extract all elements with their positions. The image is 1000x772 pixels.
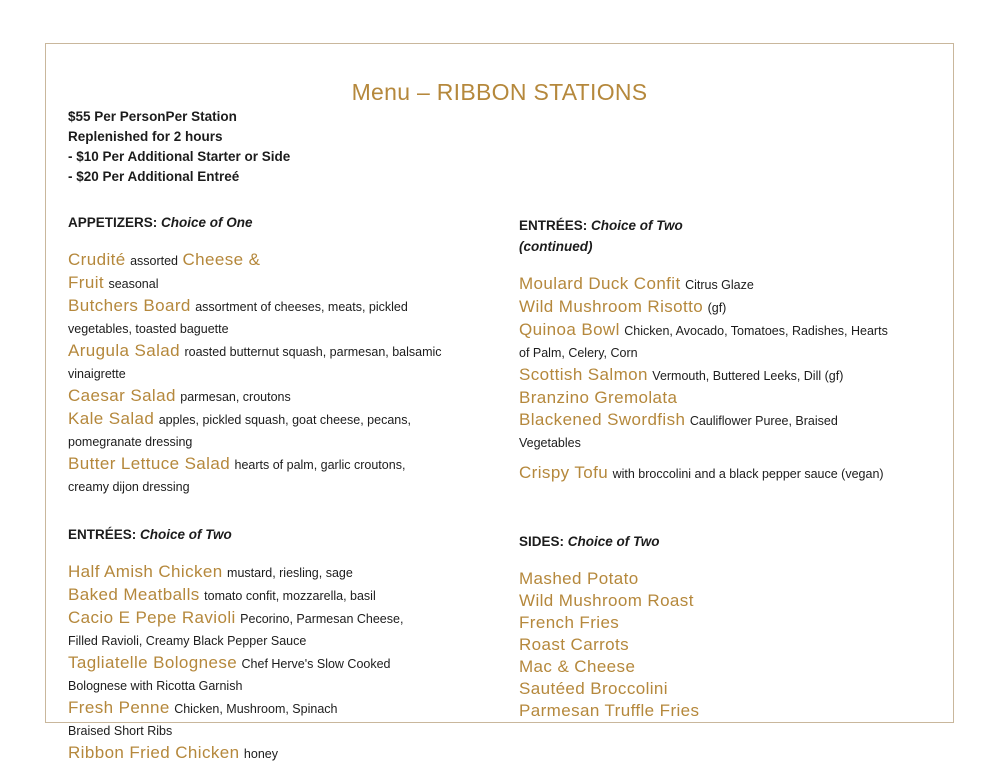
- item-desc: assorted: [130, 254, 179, 268]
- item-desc: Bolognese with Ricotta Garnish: [68, 679, 243, 693]
- item-name: Butchers Board: [68, 296, 191, 315]
- item-name: Fresh Penne: [68, 698, 170, 717]
- item-desc: Cauliflower Puree, Braised: [689, 414, 838, 428]
- item-name: Fruit: [68, 273, 104, 292]
- item-desc: Filled Ravioli, Creamy Black Pepper Sauce: [68, 634, 307, 648]
- item-name: Ribbon Fried Chicken: [68, 743, 240, 762]
- menu-item: [519, 273, 939, 296]
- item-name: Half Amish Chicken: [68, 562, 223, 581]
- menu-item: [68, 652, 492, 697]
- item-name: Kale Salad: [68, 409, 155, 428]
- item-name: Branzino Gremolata: [519, 388, 678, 407]
- section-heading-label: APPETIZERS:: [68, 215, 158, 230]
- item-name: Sautéed Broccolini: [519, 679, 668, 698]
- menu-item: [68, 340, 492, 385]
- section-entrees: [68, 524, 492, 765]
- menu-item: [68, 249, 492, 295]
- menu-item: [519, 656, 939, 678]
- item-desc: vinaigrette: [68, 367, 126, 381]
- item-desc: Braised Short Ribs: [68, 724, 173, 738]
- menu-item: [519, 700, 939, 722]
- section-appetizers: [68, 212, 492, 498]
- page-title: Menu – RIBBON STATIONS: [351, 79, 648, 106]
- item-desc: parmesan, croutons: [180, 390, 291, 404]
- menu-item: [68, 295, 492, 340]
- menu-item: [68, 408, 492, 453]
- menu-item: [519, 634, 939, 656]
- item-desc: vegetables, toasted baguette: [68, 322, 229, 336]
- menu-item: [519, 364, 939, 387]
- menu-item: [519, 296, 939, 319]
- section-heading: [519, 215, 939, 257]
- menu-item: [68, 742, 492, 765]
- menu-item: [68, 453, 492, 498]
- item-desc: Citrus Glaze: [685, 278, 754, 292]
- item-name: Cacio E Pepe Ravioli: [68, 608, 236, 627]
- item-desc: Chicken, Avocado, Tomatoes, Radishes, Hearts: [624, 324, 888, 338]
- section-heading-note: (continued): [519, 239, 593, 254]
- item-name: Cheese &: [182, 250, 261, 269]
- menu-item: [519, 568, 939, 590]
- pricing-block: [68, 107, 290, 187]
- menu-item: [519, 462, 939, 485]
- item-desc: mustard, riesling, sage: [227, 566, 353, 580]
- item-desc: assortment of cheeses, meats, pickled: [195, 300, 408, 314]
- menu-item: [68, 697, 492, 720]
- item-name: Wild Mushroom Risotto: [519, 297, 704, 316]
- item-name: French Fries: [519, 613, 620, 632]
- item-name: Quinoa Bowl: [519, 320, 620, 339]
- menu-item: [519, 387, 939, 409]
- item-name: Baked Meatballs: [68, 585, 200, 604]
- item-name: Arugula Salad: [68, 341, 180, 360]
- item-name: Roast Carrots: [519, 635, 630, 654]
- section-sides: [519, 531, 939, 722]
- item-desc: apples, pickled squash, goat cheese, pecans,: [158, 413, 411, 427]
- menu-item: [519, 590, 939, 612]
- section-heading-choice: Choice of Two: [587, 218, 683, 233]
- section-heading-label: SIDES:: [519, 534, 565, 549]
- item-desc: roasted butternut squash, parmesan, balsamic: [184, 345, 442, 359]
- item-desc: pomegranate dressing: [68, 435, 193, 449]
- item-name: Crudité: [68, 250, 126, 269]
- pricing-line: - $20 Per Additional Entreé: [68, 169, 240, 184]
- menu-item: [68, 385, 492, 408]
- item-name: Moulard Duck Confit: [519, 274, 681, 293]
- item-desc: creamy dijon dressing: [68, 480, 190, 494]
- item-desc: tomato confit, mozzarella, basil: [204, 589, 376, 603]
- pricing-line: Replenished for 2 hours: [68, 129, 223, 144]
- item-name: Wild Mushroom Roast: [519, 591, 694, 610]
- menu-column-right: [519, 215, 939, 722]
- menu-item: [519, 319, 939, 364]
- section-heading-label: ENTRÉES:: [68, 527, 137, 542]
- item-name: Crispy Tofu: [519, 463, 609, 482]
- section-heading: [519, 531, 939, 552]
- section-entrees-continued: [519, 215, 939, 485]
- item-desc: of Palm, Celery, Corn: [519, 346, 638, 360]
- pricing-line: $55 Per PersonPer Station: [68, 109, 237, 124]
- menu-item: [68, 607, 492, 652]
- menu-item: [519, 409, 939, 454]
- item-name: Butter Lettuce Salad: [68, 454, 231, 473]
- section-heading-label: ENTRÉES:: [519, 218, 588, 233]
- item-desc: Vegetables: [519, 436, 581, 450]
- menu-item: [519, 678, 939, 700]
- menu-item: [68, 584, 492, 607]
- section-heading-choice: Choice of Two: [136, 527, 232, 542]
- section-heading: [68, 524, 492, 545]
- item-name: Scottish Salmon: [519, 365, 648, 384]
- item-name: Mac & Cheese: [519, 657, 636, 676]
- section-heading: [68, 212, 492, 233]
- item-desc: (gf): [707, 301, 727, 315]
- item-desc: Chicken, Mushroom, Spinach: [174, 702, 338, 716]
- section-heading-choice: Choice of Two: [564, 534, 660, 549]
- item-desc: honey: [243, 747, 278, 761]
- menu-item: [68, 561, 492, 584]
- item-desc: seasonal: [108, 277, 159, 291]
- menu-item: [68, 720, 492, 742]
- item-name: Tagliatelle Bolognese: [68, 653, 238, 672]
- item-desc: Vermouth, Buttered Leeks, Dill (gf): [652, 369, 844, 383]
- item-desc: Pecorino, Parmesan Cheese,: [240, 612, 404, 626]
- item-name: Mashed Potato: [519, 569, 639, 588]
- item-name: Caesar Salad: [68, 386, 176, 405]
- item-name: Parmesan Truffle Fries: [519, 701, 700, 720]
- menu-item: [519, 612, 939, 634]
- pricing-line: - $10 Per Additional Starter or Side: [68, 149, 291, 164]
- item-desc: hearts of palm, garlic croutons,: [234, 458, 406, 472]
- item-desc: with broccolini and a black pepper sauce (vegan): [612, 467, 884, 481]
- item-name: Blackened Swordfish: [519, 410, 686, 429]
- menu-column-left: [68, 212, 492, 765]
- section-heading-choice: Choice of One: [157, 215, 253, 230]
- item-desc: Chef Herve's Slow Cooked: [241, 657, 391, 671]
